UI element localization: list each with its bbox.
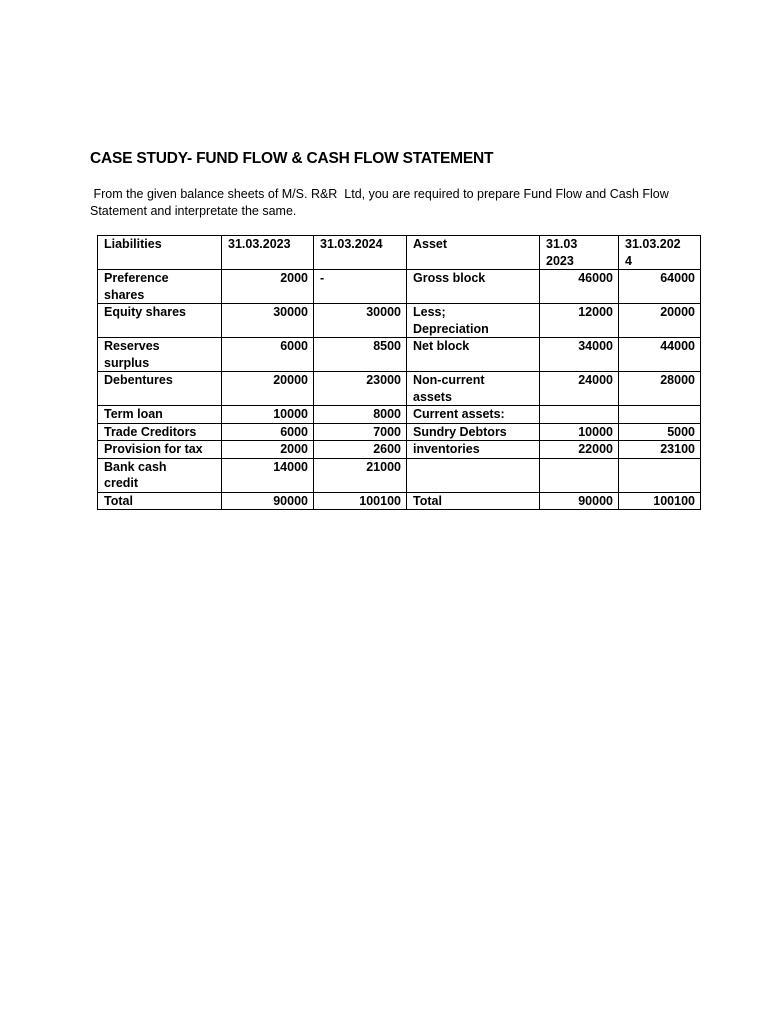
header-liabilities: Liabilities	[98, 236, 222, 270]
liability-2023: 14000	[222, 458, 314, 492]
liability-name: Reserves surplus	[98, 338, 222, 372]
liability-2024: -	[314, 270, 407, 304]
liability-name: Preference shares	[98, 270, 222, 304]
liability-2023: 10000	[222, 406, 314, 424]
header-liabilities-2024: 31.03.2024	[314, 236, 407, 270]
asset-2024	[619, 458, 701, 492]
asset-2024: 28000	[619, 372, 701, 406]
table-row	[98, 338, 701, 372]
asset-2023	[540, 406, 619, 424]
table-row	[98, 441, 701, 459]
asset-name: Sundry Debtors	[407, 423, 540, 441]
asset-2024: 23100	[619, 441, 701, 459]
header-asset-2023: 31.03 2023	[540, 236, 619, 270]
liability-2023: 2000	[222, 270, 314, 304]
liability-2023: 90000	[222, 492, 314, 510]
liability-2024: 7000	[314, 423, 407, 441]
header-liabilities-2023: 31.03.2023	[222, 236, 314, 270]
table-total-row	[98, 492, 701, 510]
liability-name: Trade Creditors	[98, 423, 222, 441]
liability-2023: 30000	[222, 304, 314, 338]
page-title: CASE STUDY- FUND FLOW & CASH FLOW STATEMENT	[90, 150, 494, 167]
asset-2023: 24000	[540, 372, 619, 406]
asset-name: Current assets:	[407, 406, 540, 424]
asset-name: Total	[407, 492, 540, 510]
liability-name: Debentures	[98, 372, 222, 406]
asset-2023	[540, 458, 619, 492]
balance-sheet-table	[97, 235, 701, 510]
liability-2023: 20000	[222, 372, 314, 406]
table-row	[98, 270, 701, 304]
asset-2023: 22000	[540, 441, 619, 459]
intro-line: Statement and interpretate the same.	[90, 204, 297, 218]
liability-2024: 8000	[314, 406, 407, 424]
liability-name: Provision for tax	[98, 441, 222, 459]
liability-2023: 2000	[222, 441, 314, 459]
table-header-row	[98, 236, 701, 270]
intro-line: From the given balance sheets of M/S. R&R Ltd, you are required to prepare Fund Flow and Cash Flow	[90, 187, 669, 201]
header-asset-2024: 31.03.202 4	[619, 236, 701, 270]
asset-2024	[619, 406, 701, 424]
asset-name: Less; Depreciation	[407, 304, 540, 338]
table-row	[98, 458, 701, 492]
liability-name: Equity shares	[98, 304, 222, 338]
liability-2023: 6000	[222, 338, 314, 372]
asset-2023: 46000	[540, 270, 619, 304]
asset-2024: 100100	[619, 492, 701, 510]
asset-2023: 10000	[540, 423, 619, 441]
asset-name: Gross block	[407, 270, 540, 304]
asset-name	[407, 458, 540, 492]
intro-paragraph	[90, 186, 710, 220]
asset-2023: 90000	[540, 492, 619, 510]
liability-2024: 8500	[314, 338, 407, 372]
asset-2024: 44000	[619, 338, 701, 372]
liability-2024: 2600	[314, 441, 407, 459]
liability-name: Total	[98, 492, 222, 510]
liability-2023: 6000	[222, 423, 314, 441]
asset-2024: 5000	[619, 423, 701, 441]
header-asset: Asset	[407, 236, 540, 270]
table-row	[98, 372, 701, 406]
asset-name: Non-current assets	[407, 372, 540, 406]
liability-2024: 30000	[314, 304, 407, 338]
liability-name: Bank cash credit	[98, 458, 222, 492]
asset-2023: 34000	[540, 338, 619, 372]
asset-name: inventories	[407, 441, 540, 459]
liability-name: Term loan	[98, 406, 222, 424]
liability-2024: 23000	[314, 372, 407, 406]
table-row	[98, 304, 701, 338]
table-row	[98, 423, 701, 441]
asset-name: Net block	[407, 338, 540, 372]
asset-2024: 20000	[619, 304, 701, 338]
liability-2024: 21000	[314, 458, 407, 492]
asset-2023: 12000	[540, 304, 619, 338]
table-row	[98, 406, 701, 424]
liability-2024: 100100	[314, 492, 407, 510]
asset-2024: 64000	[619, 270, 701, 304]
